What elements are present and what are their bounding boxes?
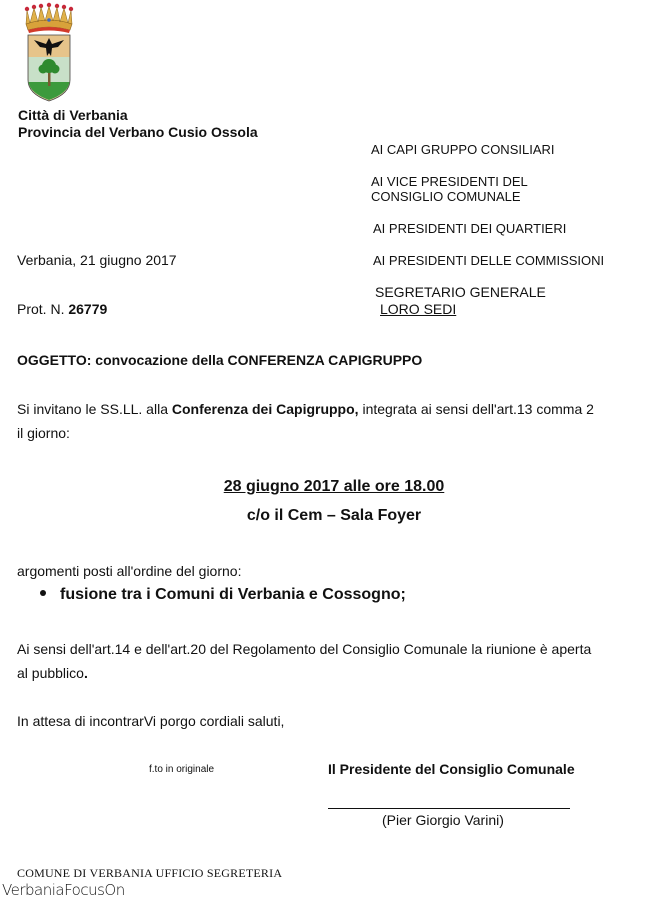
public-note: Ai sensi dell'art.14 e dell'art.20 del Regolamento del Consiglio Comunale la riunione è aperta bbox=[17, 641, 592, 657]
recipient-capigruppo: AI CAPI GRUPPO CONSILIARI bbox=[371, 142, 555, 157]
public-note-cont bbox=[17, 665, 88, 681]
signatory-title: Il Presidente del Consiglio Comunale bbox=[328, 761, 575, 777]
protocol-value: 26779 bbox=[68, 301, 108, 317]
recipient-commissioni: AI PRESIDENTI DELLE COMMISSIONI bbox=[373, 253, 605, 268]
intro-text: Si invitano le SS.LL. alla bbox=[17, 401, 172, 417]
recipient-vice-presidenti: AI VICE PRESIDENTI DEL bbox=[371, 174, 528, 189]
place-date: Verbania, 21 giugno 2017 bbox=[17, 252, 177, 268]
subject-line: OGGETTO: convocazione della CONFERENZA CAPIGRUPPO bbox=[17, 352, 423, 368]
city-name: Città di Verbania bbox=[18, 107, 128, 123]
signed-original-note: f.to in originale bbox=[149, 764, 215, 775]
protocol-label: Prot. N. bbox=[17, 301, 69, 317]
conference-name: Conferenza dei Capigruppo, bbox=[171, 401, 359, 417]
agenda-label: argomenti posti all'ordine del giorno: bbox=[17, 563, 242, 579]
verbania-coat-of-arms-icon bbox=[18, 2, 80, 102]
province-name: Provincia del Verbano Cusio Ossola bbox=[18, 124, 258, 140]
intro-paragraph bbox=[17, 401, 594, 417]
footer-office: COMUNE DI VERBANIA UFFICIO SEGRETERIA bbox=[17, 866, 283, 880]
agenda-item bbox=[40, 586, 406, 604]
meeting-venue: c/o il Cem – Sala Foyer bbox=[246, 507, 422, 524]
meeting-datetime: 28 giugno 2017 alle ore 18.00 bbox=[223, 478, 445, 495]
signature-line bbox=[328, 808, 570, 809]
recipient-loro-sedi: LORO SEDI bbox=[380, 301, 457, 317]
watermark: VerbaniaFocusOn bbox=[2, 881, 125, 899]
public-text: al pubblico bbox=[17, 665, 84, 681]
protocol-number bbox=[17, 301, 107, 317]
recipient-segretario: SEGRETARIO GENERALE bbox=[375, 284, 546, 300]
signatory-name: (Pier Giorgio Varini) bbox=[382, 812, 504, 828]
intro-day-label: il giorno: bbox=[17, 425, 70, 441]
public-dot: . bbox=[83, 665, 88, 681]
recipient-quartieri: AI PRESIDENTI DEI QUARTIERI bbox=[373, 221, 567, 236]
recipient-consiglio-comunale: CONSIGLIO COMUNALE bbox=[371, 189, 521, 204]
bullet-icon bbox=[40, 590, 46, 596]
intro-text-cont: integrata ai sensi dell'art.13 comma 2 bbox=[358, 401, 594, 417]
closing-greeting: In attesa di incontrarVi porgo cordiali saluti, bbox=[17, 713, 285, 729]
agenda-item-text: fusione tra i Comuni di Verbania e Cossogno; bbox=[60, 586, 406, 603]
